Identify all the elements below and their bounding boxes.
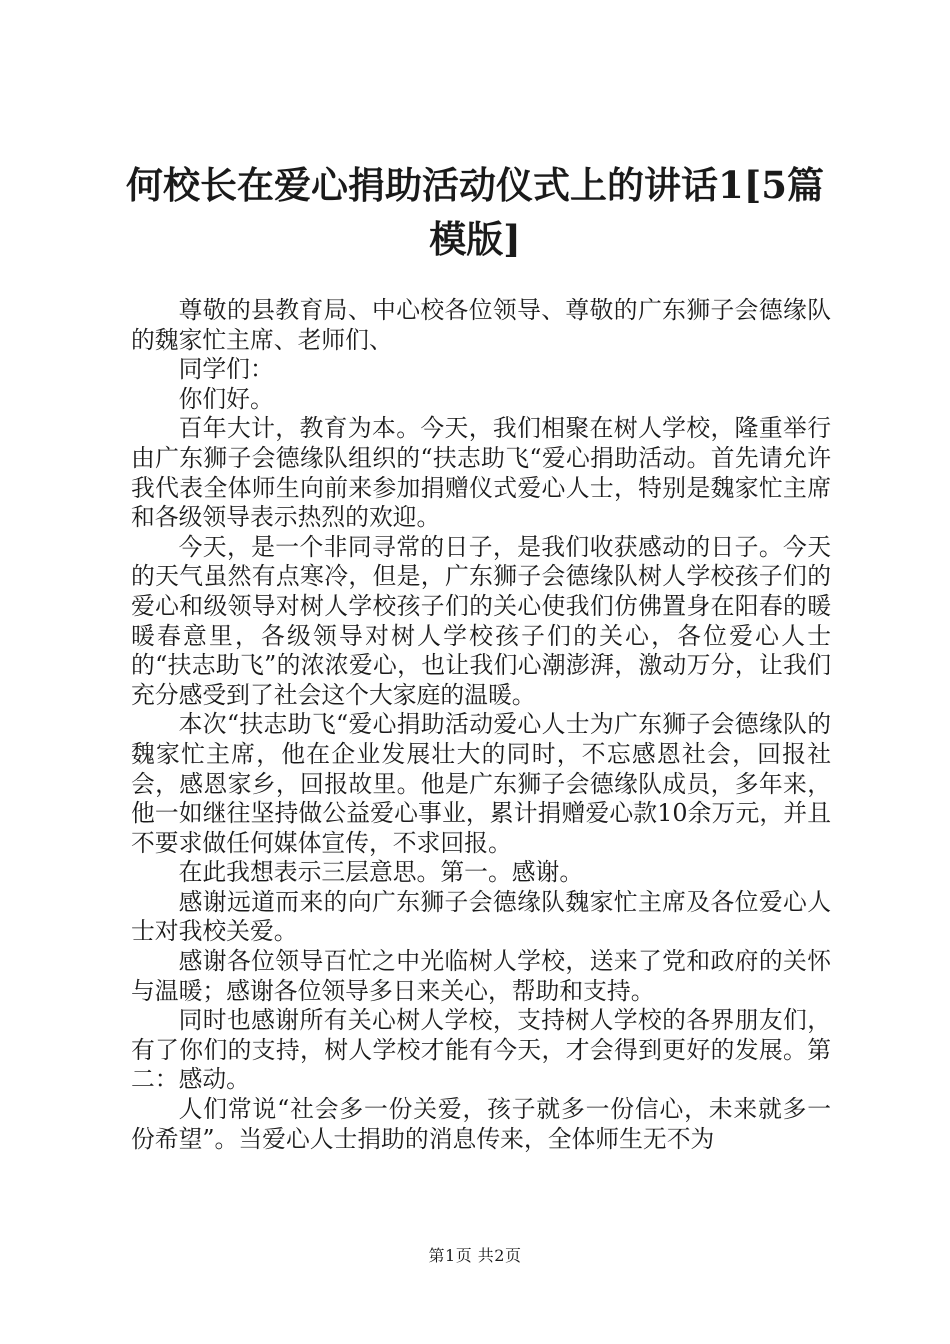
paragraph: 人们常说“社会多一份关爱，孩子就多一份信心，未来就多一份希望”。当爱心人士捐助的消息传来，全体师生无不为 [131,1095,831,1153]
paragraph: 感谢各位领导百忙之中光临树人学校，送来了党和政府的关怀与温暖；感谢各位领导多日来关心，帮助和支持。 [131,947,831,1005]
document-body [131,296,831,1154]
paragraph: 同时也感谢所有关心树人学校，支持树人学校的各界朋友们，有了你们的支持，树人学校才能有今天，才会得到更好的发展。第二：感动。 [131,1006,831,1094]
paragraph: 百年大计，教育为本。今天，我们相聚在树人学校，隆重举行由广东狮子会德缘队组织的“扶志助飞“爱心捐助活动。首先请允许我代表全体师生向前来参加捐赠仪式爱心人士，特别是魏家忙主席和各级领导表示热烈的欢迎。 [131,414,831,532]
paragraph: 今天，是一个非同寻常的日子，是我们收获感动的日子。今天的天气虽然有点寒冷，但是，广东狮子会德缘队树人学校孩子们的爱心和级领导对树人学校孩子们的关心使我们仿佛置身在阳春的暖暖春意里，各级领导对树人学校孩子们的关心，各位爱心人士的“扶志助飞”的浓浓爱心，也让我们心潮澎湃，激动万分，让我们充分感受到了社会这个大家庭的温暖。 [131,532,831,709]
paragraph: 在此我想表示三层意思。第一。感谢。 [178,858,584,887]
paragraph: 同学们： [178,355,274,384]
document-title: 何校长在爱心捐助活动仪式上的讲话1[5篇模版] [126,163,824,261]
paragraph: 尊敬的县教育局、中心校各位领导、尊敬的广东狮子会德缘队的魏家忙主席、老师们、 [131,296,831,354]
page-footer: 第1页 共2页 [428,1246,522,1265]
paragraph: 你们好。 [178,384,274,413]
paragraph: 感谢远道而来的向广东狮子会德缘队魏家忙主席及各位爱心人士对我校关爱。 [131,887,831,946]
paragraph: 本次“扶志助飞“爱心捐助活动爱心人士为广东狮子会德缘队的魏家忙主席，他在企业发展壮大的同时，不忘感恩社会，回报社会，感恩家乡，回报故里。他是广东狮子会德缘队成员，多年来，他一如继往坚持做公益爱心事业，累计捐赠爱心款10余万元，并且不要求做任何媒体宣传，不求回报。 [131,710,831,857]
